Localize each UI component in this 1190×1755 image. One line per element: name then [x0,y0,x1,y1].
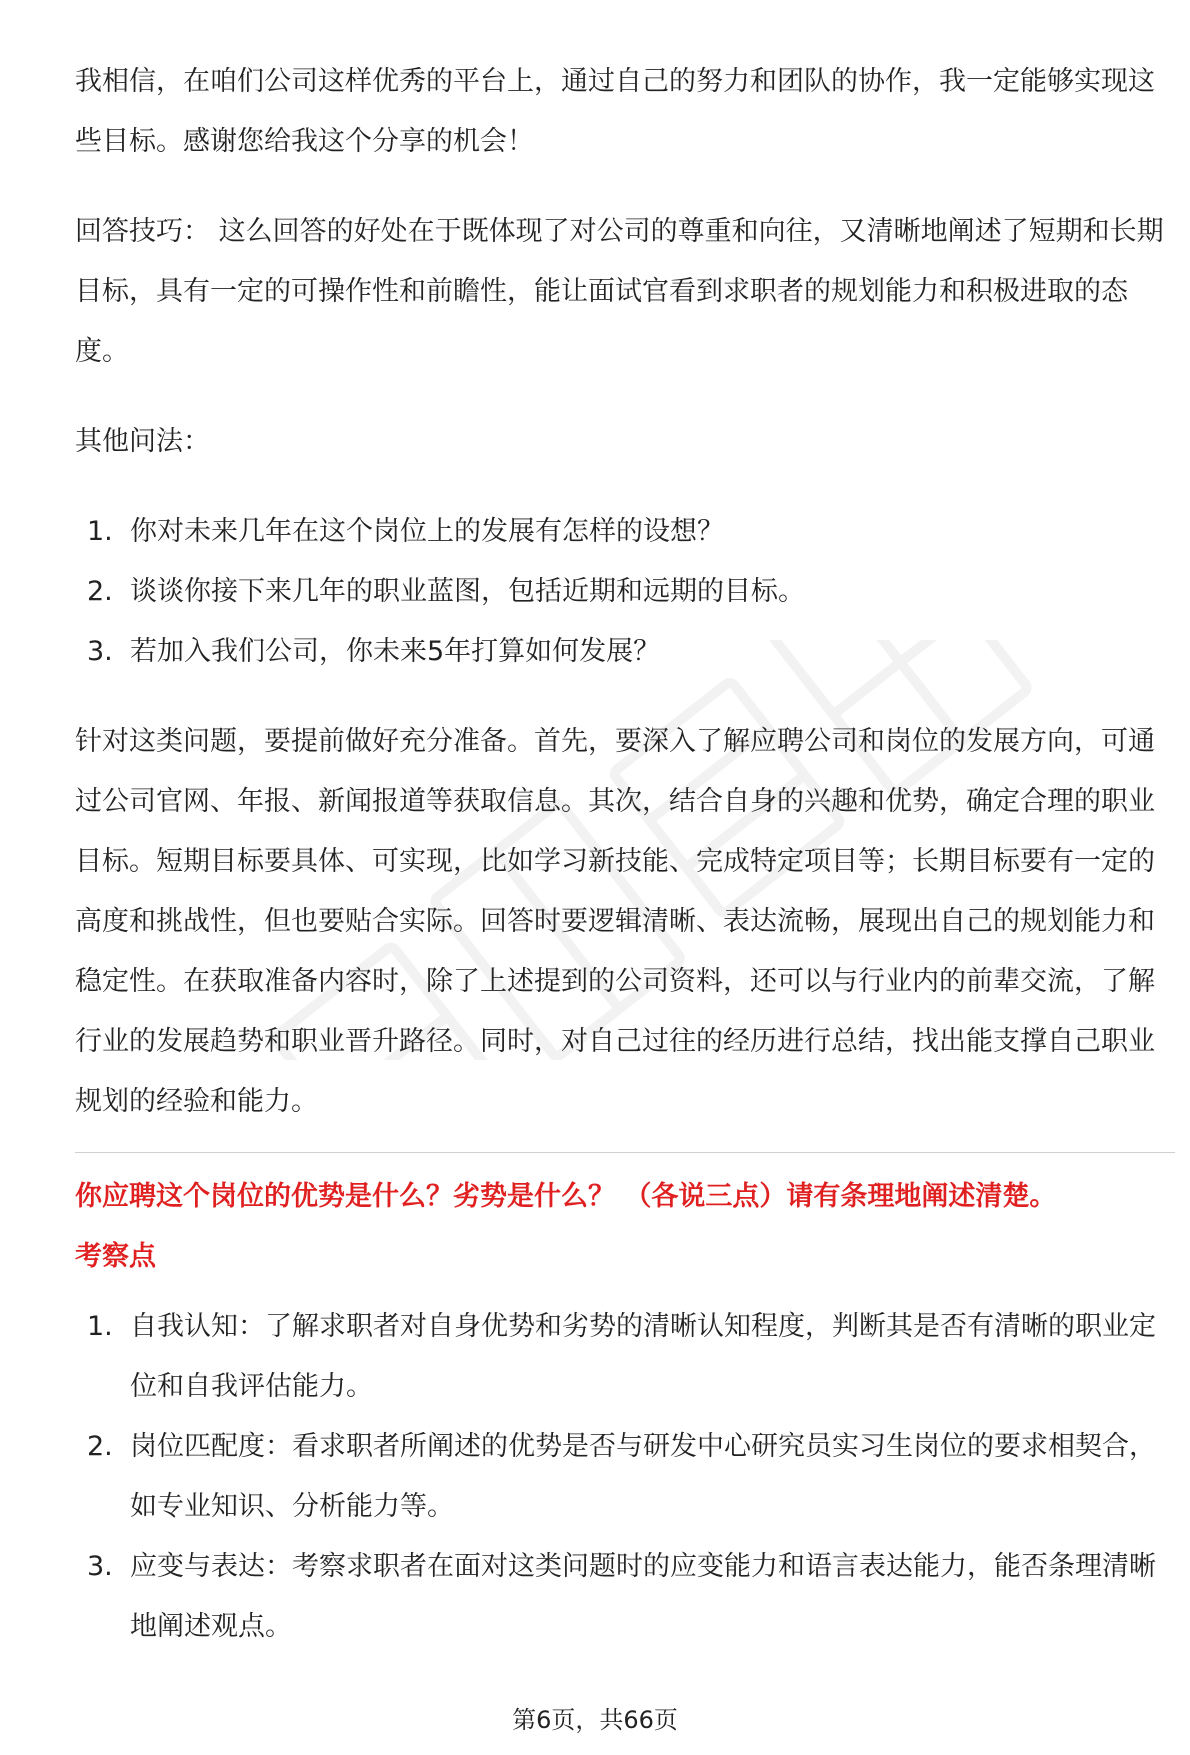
list-item [75,502,1175,562]
page-number-footer: 第6页，共66页 [512,1706,678,1734]
list-number: 1. [87,1311,113,1342]
intro-paragraph: 我相信，在咱们公司这样优秀的平台上，通过自己的努力和团队的协作，我一定能够实现这些目标。感谢您给我这个分享的机会！ [75,66,1155,157]
other-questions-list [75,502,1175,682]
list-item-text: 若加入我们公司，你未来5年打算如何发展？ [130,636,661,667]
content [75,52,1175,1687]
evaluation-points-list [75,1297,1175,1657]
list-number: 3. [87,1551,113,1582]
list-item-text: 应变与表达：考察求职者在面对这类问题时的应变能力和语言表达能力，能否条理清晰地阐述观点。 [130,1551,1156,1642]
answer-tips-paragraph: 回答技巧： 这么回答的好处在于既体现了对公司的尊重和向往，又清晰地阐述了短期和长期目标，具有一定的可操作性和前瞻性，能让面试官看到求职者的规划能力和积极进取的态度。 [75,216,1164,367]
section-divider [75,1152,1175,1153]
list-item-text: 你对未来几年在这个岗位上的发展有怎样的设想？ [130,516,724,547]
list-number: 3. [87,636,113,667]
list-item-text: 岗位匹配度：看求职者所阐述的优势是否与研发中心研究员实习生岗位的要求相契合，如专业知识、分析能力等。 [130,1431,1156,1522]
evaluation-points-heading: 考察点 [75,1241,156,1272]
list-item [75,622,1175,682]
list-number: 1. [87,516,113,547]
list-item [75,1297,1175,1417]
list-number: 2. [87,1431,113,1462]
list-number: 2. [87,576,113,607]
other-questions-label: 其他问法： [75,426,210,457]
question-heading: 你应聘这个岗位的优势是什么？劣势是什么？ （各说三点）请有条理地阐述清楚。 [75,1181,1057,1212]
list-item [75,1417,1175,1537]
list-item-text: 自我认知：了解求职者对自身优势和劣势的清晰认知程度，判断其是否有清晰的职业定位和自我评估能力。 [130,1311,1156,1402]
list-item [75,562,1175,622]
preparation-paragraph: 针对这类问题，要提前做好充分准备。首先，要深入了解应聘公司和岗位的发展方向，可通过公司官网、年报、新闻报道等获取信息。其次，结合自身的兴趣和优势，确定合理的职业目标。短期目标要具体、可实现，比如学习新技能、完成特定项目等；长期目标要有一定的高度和挑战性，但也要贴合实际。回答时要逻辑清晰、表达流畅，展现出自己的规划能力和稳定性。在获取准备内容时，除了上述提到的公司资料，还可以与行业内的前辈交流，了解行业的发展趋势和职业晋升路径。同时，对自己过往的经历进行总结，找出能支撑自己职业规划的经验和能力。 [75,726,1155,1117]
list-item [75,1537,1175,1657]
list-item-text: 谈谈你接下来几年的职业蓝图，包括近期和远期的目标。 [130,576,805,607]
